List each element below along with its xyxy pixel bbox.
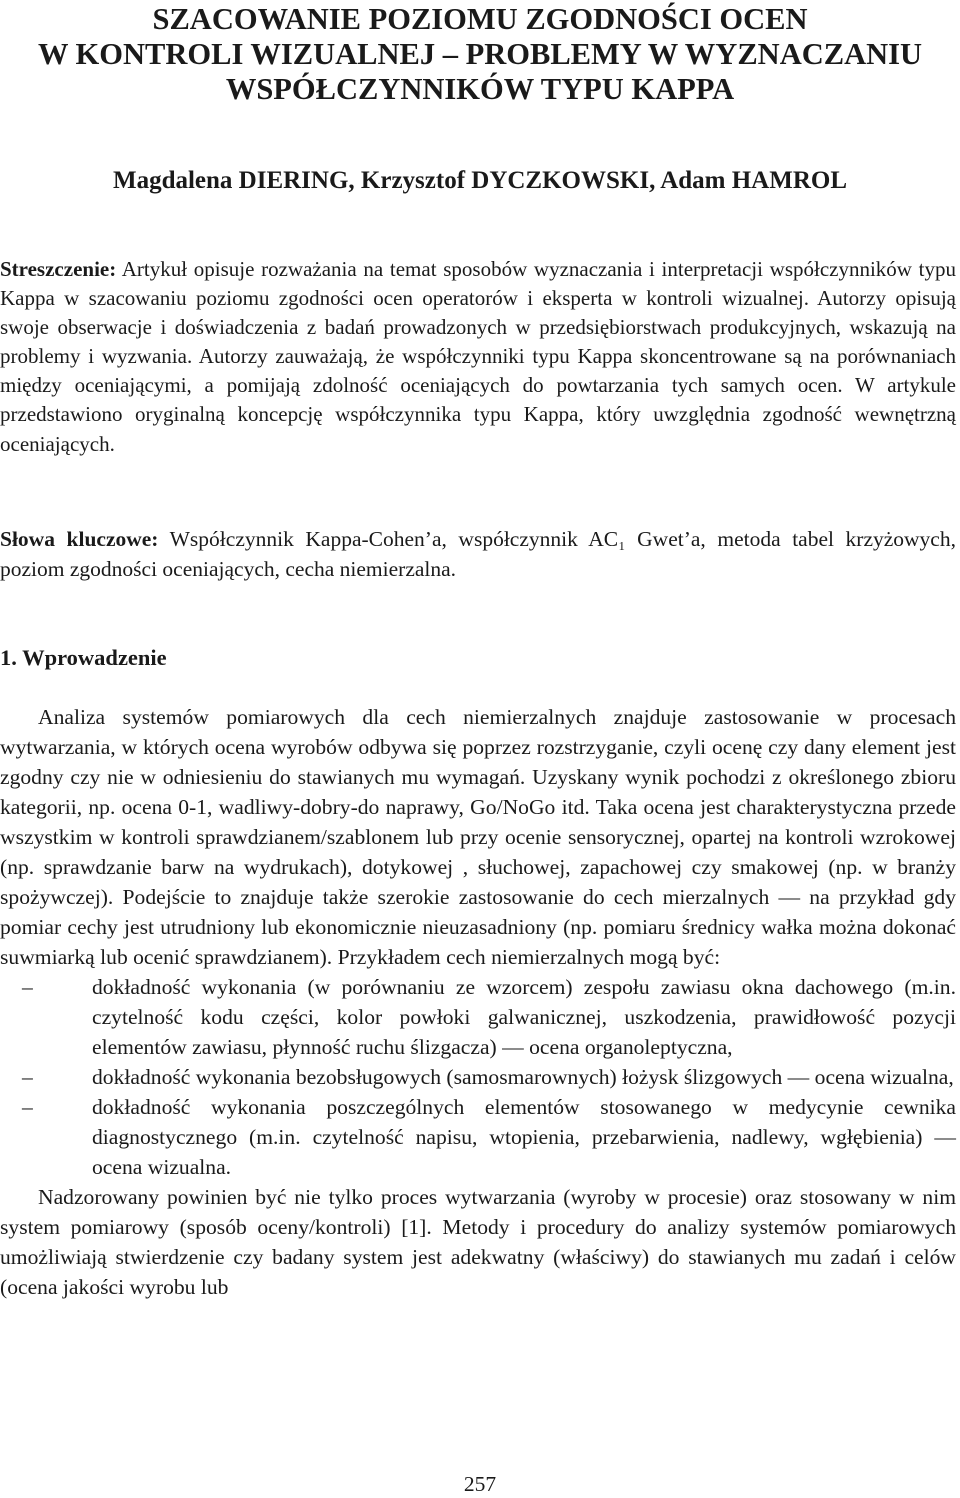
section-body [0, 702, 956, 1302]
title-line-3: WSPÓŁCZYNNIKÓW TYPU KAPPA [225, 72, 735, 106]
keywords-label: Słowa kluczowe: [0, 527, 159, 551]
title-line-2: W KONTROLI WIZUALNEJ – PROBLEMY W WYZNACZANIU [37, 37, 923, 71]
examples-list [0, 972, 956, 1182]
abstract-label: Streszczenie: [0, 257, 117, 281]
body-paragraph-1: Analiza systemów pomiarowych dla cech niemierzalnych znajduje zastosowanie w procesach wytwarzania, w których ocena wyrobów odbywa się poprzez rozstrzyganie, czyli ocenę czy dany element jest zgodny czy nie w odniesieniu do stawianych mu wymagań. Uzyskany wynik pochodzi z określonego zbioru kategorii, np. ocena 0-1, wadliwy-dobry-do naprawy, Go/NoGo itd. Taka ocena jest charakterystyczna przede wszystkim w kontroli sprawdzianem/szablonem lub przy ocenie sensorycznej, opartej na kontroli wzrokowej (np. sprawdzanie barw na wydrukach), dotykowej , słuchowej, zapachowej czy smakowej (np. w branży spożywczej). Podejście to znajduje także szerokie zastosowanie do cech mierzalnych — na przykład gdy pomiar cechy jest utrudniony lub ekonomicznie nieuzasadniony (np. pomiaru średnicy wałka można dokonać suwmiarką lub ocenić sprawdzianem). Przykładem cech niemierzalnych mogą być: [0, 705, 956, 969]
list-item-text: dokładność wykonania (w porównaniu ze wzorcem) zespołu zawiasu okna dachowego (m.in. czytelność kodu części, kolor powłoki galwanicznej, uszkodzenia, prawidłowość pozycji elementów zawiasu, płynność ruchu ślizgacza) — ocena organoleptyczna, [92, 975, 956, 1059]
author-list: Magdalena DIERING, Krzysztof DYCZKOWSKI, Adam HAMROL [112, 167, 848, 194]
keywords [0, 524, 956, 584]
list-item-text: dokładność wykonania bezobsługowych (samosmarownych) łożysk ślizgowych — ocena wizualna, [92, 1065, 954, 1089]
page-number: 257 [463, 1472, 497, 1496]
list-item [0, 972, 956, 1062]
abstract-text: Artykuł opisuje rozważania na temat sposobów wyznaczania i interpretacji współczynników typu Kappa w szacowaniu poziomu zgodności ocen operatorów i eksperta w kontroli wizualnej. Autorzy opisują swoje obserwacje i doświadczenia z badań prowadzonych w przedsiębiorstwach produkcyjnych, wskazują na problemy i wyzwania. Autorzy zauważają, że współczynniki typu Kappa skoncentrowane są na porównaniach między oceniającymi, a pomijają zdolność oceniających do powtarzania tych samych ocen. W artykule przedstawiono oryginalną koncepcję współczynnika typu Kappa, który uwzględnia zgodność wewnętrzną oceniających. [0, 257, 956, 456]
body-paragraph-2: Nadzorowany powinien być nie tylko proces wytwarzania (wyroby w procesie) oraz stosowany w nim system pomiarowy (sposób oceny/kontroli) [1]. Metody i procedury do analizy systemów pomiarowych umożliwiają stwierdzenie czy badany system jest adekwatny (właściwy) do stawianych mu zadań i celów (ocena jakości wyrobu lub [0, 1185, 956, 1299]
list-item-text: dokładność wykonania poszczególnych elementów stosowanego w medycynie cewnika diagnostycznego (m.in. czytelność napisu, wtopienia, przebarwienia, nadlewy, wgłębienia) — ocena wizualna. [92, 1095, 956, 1179]
list-item [0, 1062, 956, 1092]
list-dash: – [22, 1065, 33, 1089]
list-dash: – [22, 975, 33, 999]
list-item [0, 1092, 956, 1182]
paper-title [0, 2, 960, 107]
abstract [0, 255, 956, 459]
list-dash: – [22, 1095, 33, 1119]
section-heading: 1. Wprowadzenie [0, 645, 167, 670]
keywords-text: Współczynnik Kappa-Cohen’a, współczynnik AC₁ Gwet’a, metoda tabel krzyżowych, poziom zgodności oceniających, cecha niemierzalna. [0, 527, 956, 581]
title-line-1: SZACOWANIE POZIOMU ZGODNOŚCI OCEN [152, 2, 808, 36]
